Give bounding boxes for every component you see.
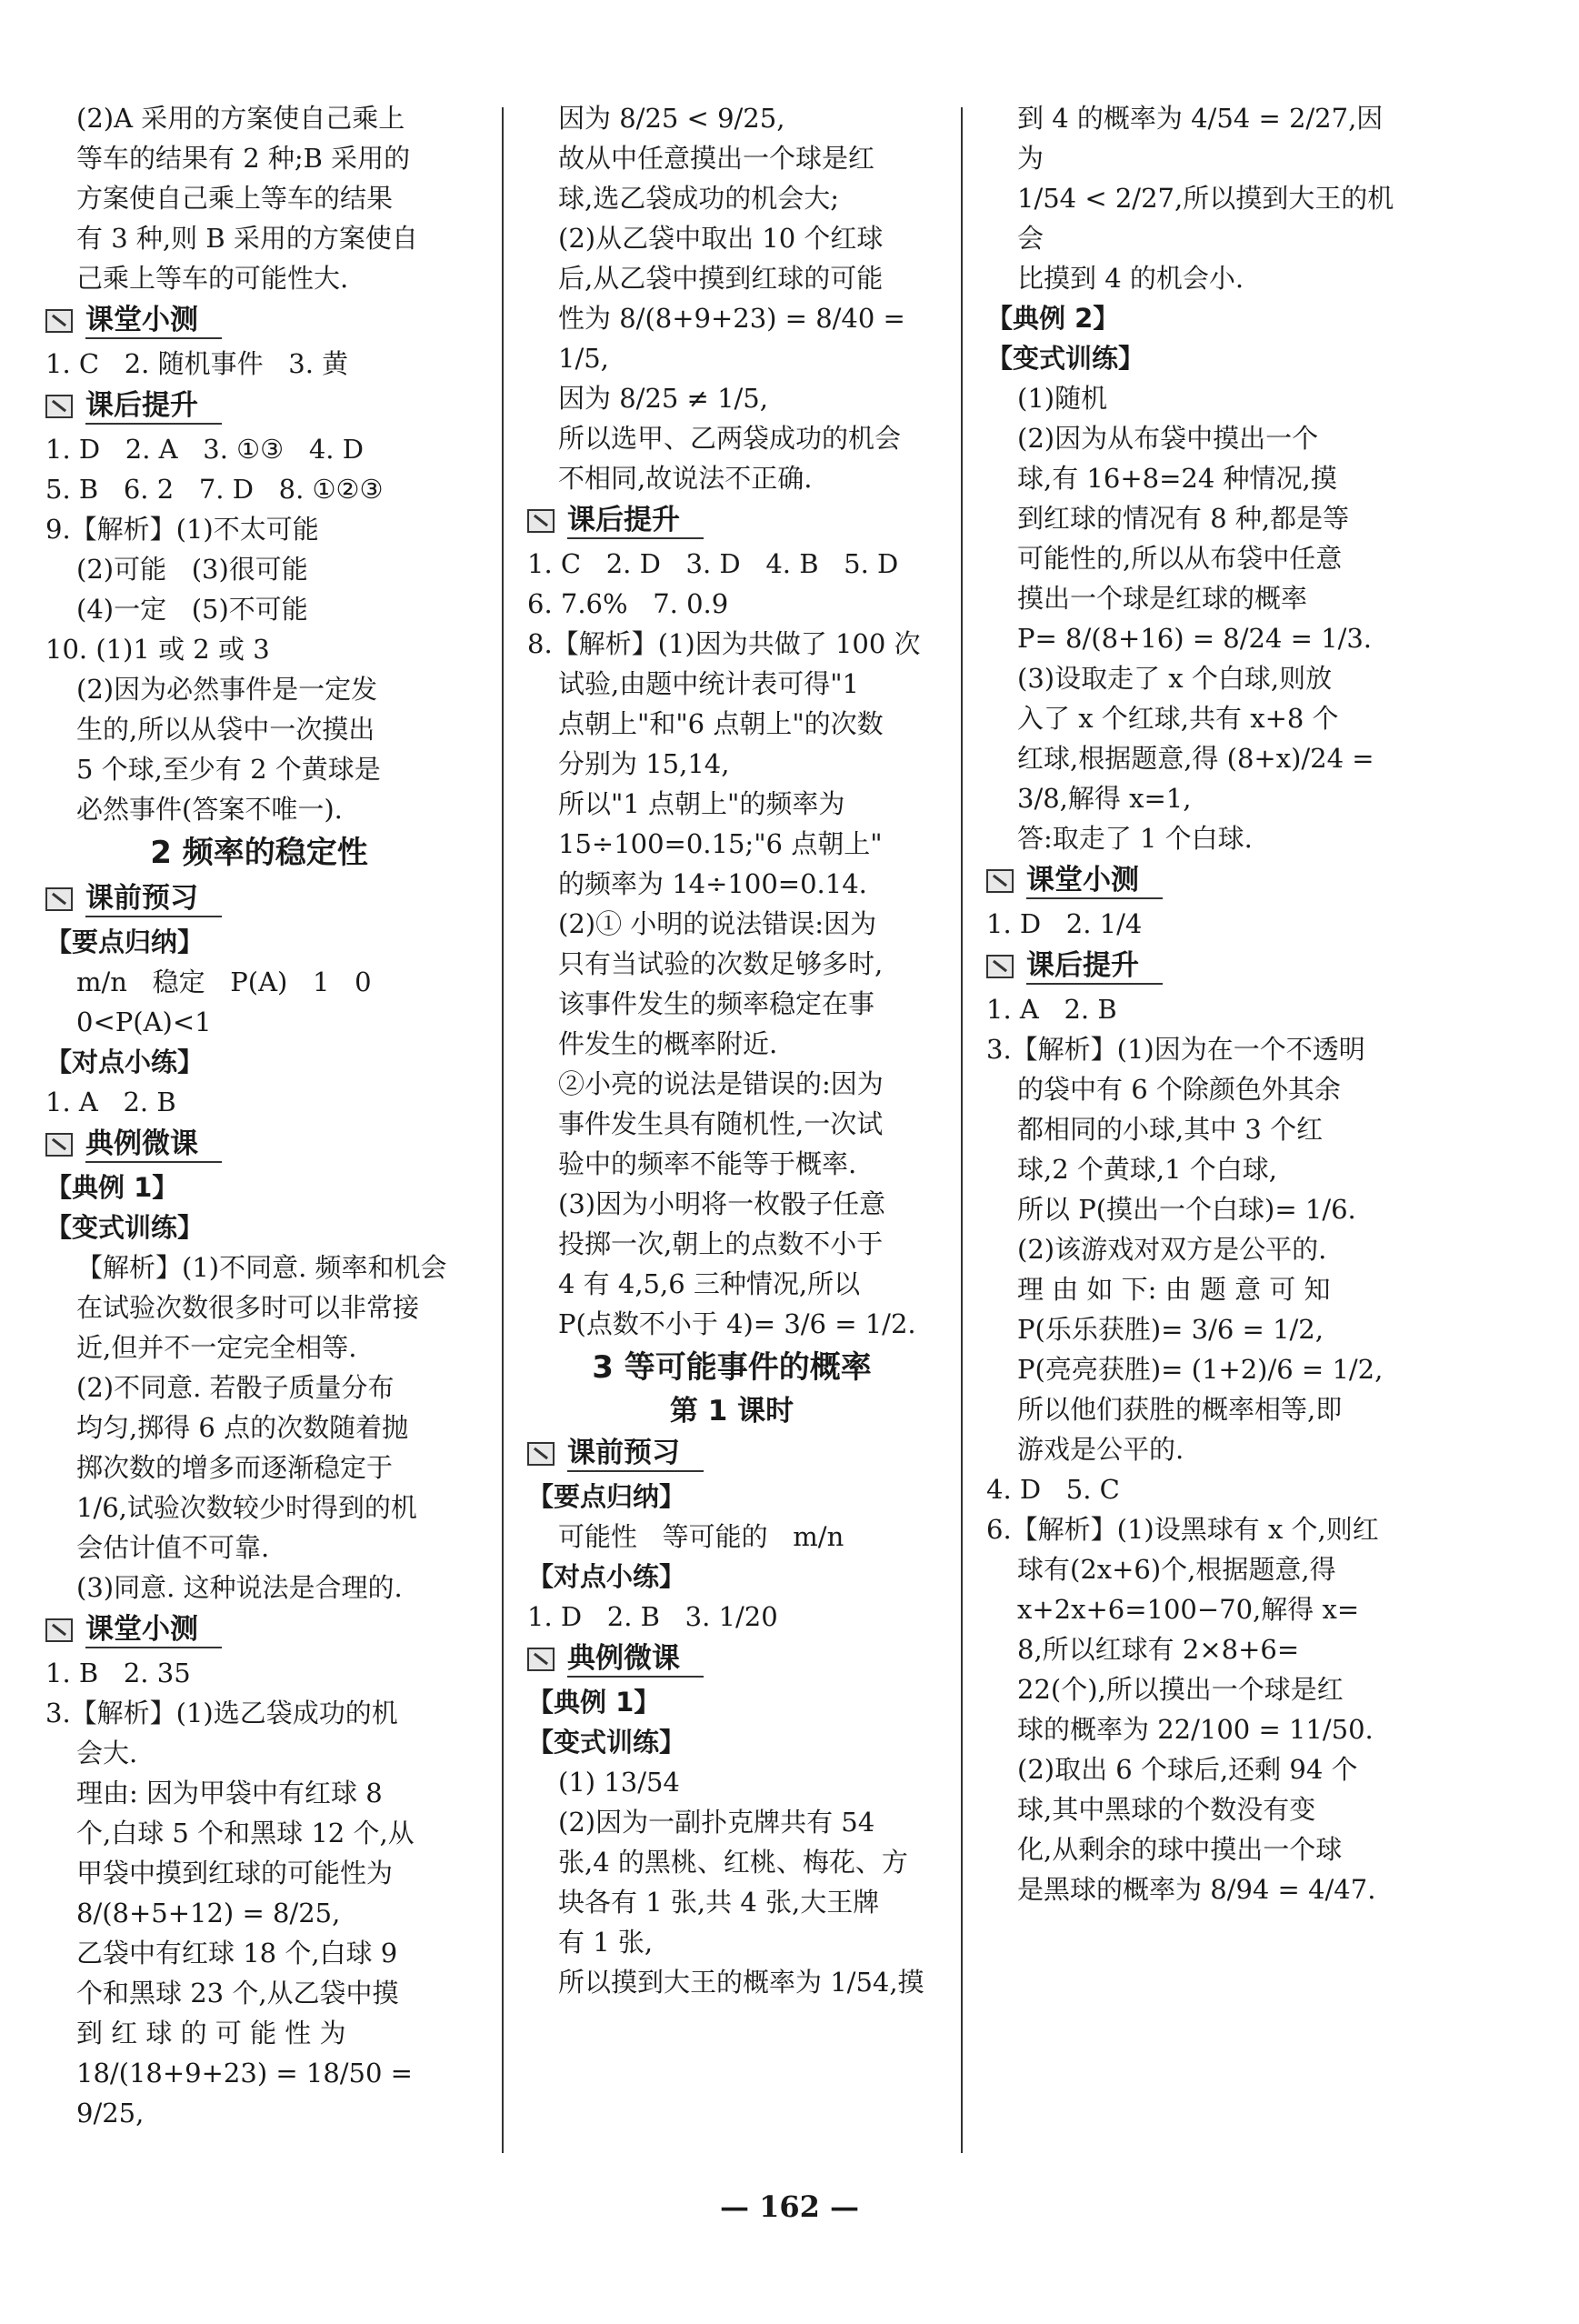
text-line: 4 有 4,5,6 三种情况,所以 — [558, 1268, 861, 1299]
column-divider-left — [502, 107, 504, 2153]
text-line: (2)不同意. 若骰子质量分布 — [76, 1372, 395, 1403]
section-title: 课后提升 — [567, 503, 704, 539]
text-line: P= 8/(8+16) = 8/24 = 1/3. — [1017, 623, 1373, 654]
section-title: 课堂小测 — [85, 1612, 222, 1648]
text-line: 是黑球的概率为 8/94 = 4/47. — [1017, 1874, 1376, 1905]
bracket-heading: 【对点小练】 — [45, 1047, 205, 1077]
text-line: 张,4 的黑桃、红桃、梅花、方 — [558, 1847, 908, 1878]
text-line: 事件发生具有随机性,一次试 — [558, 1108, 884, 1139]
section-marker-icon — [986, 869, 1014, 893]
text-line: (3)因为小明将一枚骰子任意 — [558, 1188, 886, 1219]
text-line: 都相同的小球,其中 3 个红 — [1017, 1114, 1324, 1145]
text-line: (4)一定 (5)不可能 — [76, 594, 308, 625]
text-line: 所以"1 点朝上"的频率为 — [558, 788, 845, 819]
text-line: 个和黑球 23 个,从乙袋中摸 — [76, 1978, 399, 2008]
text-line: 1. D 2. 1/4 — [986, 908, 1143, 939]
text-line: 5 个球,至少有 2 个黄球是 — [76, 754, 381, 785]
text-line: 3.【解析】(1)选乙袋成功的机 — [45, 1698, 398, 1728]
text-line: 会大. — [76, 1738, 138, 1768]
text-line: 到红球的情况有 8 种,都是等 — [1017, 503, 1350, 534]
section-marker-icon — [45, 395, 73, 418]
column-divider-right — [961, 107, 963, 2153]
text-line: 有 1 张, — [558, 1927, 654, 1958]
text-line: 球,2 个黄球,1 个白球, — [1017, 1154, 1277, 1185]
column-3 — [986, 98, 1395, 1909]
text-line: 8.【解析】(1)因为共做了 100 次 — [527, 628, 921, 659]
text-line: 的袋中有 6 个除颜色外其余 — [1017, 1074, 1341, 1105]
text-line: (2)可能 (3)很可能 — [76, 554, 308, 585]
section-header — [45, 386, 473, 427]
text-line: 1/54 < 2/27,所以摸到大王的机会 — [1017, 183, 1394, 254]
text-line: 验中的频率不能等于概率. — [558, 1148, 857, 1179]
text-line: 因为 8/25 < 9/25, — [558, 103, 785, 134]
lesson-title: 2 频率的稳定性 — [150, 835, 368, 871]
bracket-heading: 【要点归纳】 — [45, 927, 205, 957]
text-line: 会估计值不可靠. — [76, 1532, 270, 1563]
text-line: 方案使自己乘上等车的结果 — [76, 183, 394, 214]
text-line: 1. A 2. B — [986, 994, 1117, 1025]
section-title: 典例微课 — [567, 1641, 704, 1678]
text-line: 乙袋中有红球 18 个,白球 9 — [76, 1938, 398, 1968]
bracket-heading: 【变式训练】 — [527, 1727, 686, 1758]
text-line: 掷次数的增多而逐渐稳定于 — [76, 1452, 394, 1483]
text-line: 理由: 因为甲袋中有红球 8 — [76, 1778, 383, 1808]
section-header — [527, 1433, 936, 1475]
text-line: 10. (1)1 或 2 或 3 — [45, 634, 270, 665]
text-line: (2)① 小明的说法错误:因为 — [558, 908, 877, 939]
bracket-heading: 【对点小练】 — [527, 1561, 686, 1592]
text-line: x+2x+6=100−70,解得 x= — [1017, 1594, 1360, 1625]
text-line: 球,选乙袋成功的机会大; — [558, 183, 839, 214]
text-line: 1. C 2. 随机事件 3. 黄 — [45, 348, 349, 379]
text-line: 9.【解析】(1)不太可能 — [45, 514, 319, 545]
text-line: 3.【解析】(1)因为在一个不透明 — [986, 1034, 1365, 1065]
column-1 — [45, 98, 473, 2133]
text-line: 到 4 的概率为 4/54 = 2/27,因为 — [1017, 103, 1384, 174]
text-line: 可能性 等可能的 m/n — [558, 1521, 844, 1552]
text-line: 己乘上等车的可能性大. — [76, 263, 349, 294]
text-line: 到 红 球 的 可 能 性 为 — [76, 2018, 346, 2049]
page-number: — 162 — — [719, 2189, 860, 2224]
text-line: (2)A 采用的方案使自己乘上 — [76, 103, 405, 134]
section-header — [45, 1124, 473, 1166]
text-line: 3/8,解得 x=1, — [1017, 783, 1192, 814]
text-line: 6.【解析】(1)设黑球有 x 个,则红 — [986, 1514, 1379, 1545]
text-line: 球,有 16+8=24 种情况,摸 — [1017, 463, 1337, 494]
text-line: (2)取出 6 个球后,还剩 94 个 — [1017, 1754, 1358, 1785]
section-header — [45, 878, 473, 920]
text-line: 4. D 5. C — [986, 1474, 1120, 1505]
text-line: 比摸到 4 的机会小. — [1017, 263, 1244, 294]
text-line: 性为 8/(8+9+23) = 8/40 = 1/5, — [558, 303, 914, 374]
text-line: (3)同意. 这种说法是合理的. — [76, 1572, 403, 1603]
bracket-heading: 【变式训练】 — [45, 1212, 205, 1243]
text-line: (2)从乙袋中取出 10 个红球 — [558, 223, 884, 254]
text-line: 分别为 15,14, — [558, 748, 730, 779]
text-line: (3)设取走了 x 个白球,则放 — [1017, 663, 1333, 694]
text-line: (1) 13/54 — [558, 1767, 680, 1798]
text-line: 因为 8/25 ≠ 1/5, — [558, 383, 768, 414]
section-title: 典例微课 — [85, 1127, 222, 1163]
text-line: 1. D 2. B 3. 1/20 — [527, 1601, 778, 1632]
text-line: 块各有 1 张,共 4 张,大王牌 — [558, 1887, 880, 1918]
text-line: ②小亮的说法是错误的:因为 — [558, 1068, 884, 1099]
section-title: 课后提升 — [1026, 948, 1163, 985]
section-marker-icon — [45, 309, 73, 333]
text-line: 甲袋中摸到红球的可能性为 — [76, 1858, 394, 1888]
text-line: 1. A 2. B — [45, 1087, 176, 1117]
text-line: 8,所以红球有 2×8+6= — [1017, 1634, 1300, 1665]
section-header — [986, 946, 1395, 987]
text-line: 个,白球 5 个和黑球 12 个,从 — [76, 1818, 415, 1848]
text-line: 球,其中黑球的个数没有变 — [1017, 1794, 1316, 1825]
text-line: 的频率为 14÷100=0.14. — [558, 868, 867, 899]
section-header — [527, 500, 936, 542]
text-line: 所以他们获胜的概率相等,即 — [1017, 1394, 1343, 1425]
text-line: P(乐乐获胜)= 3/6 = 1/2, — [1017, 1314, 1324, 1345]
lesson-title: 第 1 课时 — [669, 1395, 794, 1427]
bracket-heading: 【典例 2】 — [986, 303, 1120, 334]
text-line: 不相同,故说法不正确. — [558, 463, 813, 494]
text-line: 6. 7.6% 7. 0.9 — [527, 588, 729, 619]
text-line: 22(个),所以摸出一个球是红 — [1017, 1674, 1344, 1705]
text-line: 有 3 种,则 B 采用的方案使自 — [76, 223, 418, 254]
bracket-heading: 【典例 1】 — [527, 1687, 661, 1718]
text-line: 18/(18+9+23) = 18/50 = 9/25, — [76, 2058, 422, 2129]
text-line: 答:取走了 1 个白球. — [1017, 823, 1253, 854]
lesson-title: 3 等可能事件的概率 — [592, 1349, 872, 1386]
text-line: 近,但并不一定完全相等. — [76, 1332, 357, 1363]
section-title: 课前预习 — [85, 881, 222, 917]
text-line: 生的,所以从袋中一次摸出 — [76, 714, 375, 745]
text-line: 球有(2x+6)个,根据题意,得 — [1017, 1554, 1336, 1585]
text-line: 所以 P(摸出一个白球)= 1/6. — [1017, 1194, 1356, 1225]
section-marker-icon — [527, 1442, 555, 1466]
text-line: 试验,由题中统计表可得"1 — [558, 668, 860, 699]
section-header — [527, 1638, 936, 1680]
text-line: (2)因为一副扑克牌共有 54 — [558, 1807, 875, 1838]
text-line: 化,从剩余的球中摸出一个球 — [1017, 1834, 1343, 1865]
text-line: (1)随机 — [1017, 383, 1108, 414]
section-title: 课后提升 — [85, 388, 222, 425]
text-line: 必然事件(答案不唯一). — [76, 794, 343, 825]
text-line: (2)因为必然事件是一定发 — [76, 674, 378, 705]
section-marker-icon — [45, 1618, 73, 1642]
text-line: 件发生的概率附近. — [558, 1028, 778, 1059]
section-header — [45, 1609, 473, 1651]
text-line: 所以选甲、乙两袋成功的机会 — [558, 423, 902, 454]
text-line: 该事件发生的频率稳定在事 — [558, 988, 875, 1019]
text-line: 0<P(A)<1 — [76, 1007, 212, 1037]
text-line: 入了 x 个红球,共有 x+8 个 — [1017, 703, 1339, 734]
text-line: 只有当试验的次数足够多时, — [558, 948, 884, 979]
text-line: 1. C 2. D 3. D 4. B 5. D — [527, 548, 899, 579]
text-line: 5. B 6. 2 7. D 8. ①②③ — [45, 474, 384, 505]
bracket-heading: 【典例 1】 — [45, 1172, 179, 1203]
section-marker-icon — [527, 1648, 555, 1671]
section-title: 课堂小测 — [85, 303, 222, 339]
text-line: 15÷100=0.15;"6 点朝上" — [558, 828, 883, 859]
text-line: 理 由 如 下: 由 题 意 可 知 — [1017, 1274, 1331, 1305]
text-line: 均匀,掷得 6 点的次数随着抛 — [76, 1412, 409, 1443]
section-header — [986, 860, 1395, 902]
section-marker-icon — [986, 955, 1014, 978]
column-2 — [527, 98, 936, 2002]
text-line: 8/(8+5+12) = 8/25, — [76, 1898, 341, 1928]
text-line: 游戏是公平的. — [1017, 1434, 1184, 1465]
bracket-heading: 【变式训练】 — [986, 343, 1145, 374]
section-marker-icon — [45, 887, 73, 911]
section-header — [45, 300, 473, 342]
text-line: 所以摸到大王的概率为 1/54,摸 — [558, 1967, 924, 1998]
section-title: 课前预习 — [567, 1436, 704, 1472]
text-line: 球的概率为 22/100 = 11/50. — [1017, 1714, 1374, 1745]
text-line: 摸出一个球是红球的概率 — [1017, 583, 1308, 614]
text-line: P(亮亮获胜)= (1+2)/6 = 1/2, — [1017, 1354, 1384, 1385]
text-line: (2)因为从布袋中摸出一个 — [1017, 423, 1319, 454]
text-line: 投掷一次,朝上的点数不小于 — [558, 1228, 884, 1259]
text-line: 1. B 2. 35 — [45, 1658, 191, 1688]
text-line: 点朝上"和"6 点朝上"的次数 — [558, 708, 884, 739]
text-line: m/n 稳定 P(A) 1 0 — [76, 967, 372, 997]
text-line: 可能性的,所以从布袋中任意 — [1017, 543, 1343, 574]
section-marker-icon — [527, 509, 555, 533]
text-line: 1/6,试验次数较少时得到的机 — [76, 1492, 417, 1523]
section-marker-icon — [45, 1133, 73, 1157]
text-line: 红球,根据题意,得 (8+x)/24 = — [1017, 743, 1374, 774]
text-line: P(点数不小于 4)= 3/6 = 1/2. — [558, 1308, 916, 1339]
text-line: 1. D 2. A 3. ①③ 4. D — [45, 434, 364, 465]
text-line: 后,从乙袋中摸到红球的可能 — [558, 263, 884, 294]
bracket-heading: 【要点归纳】 — [527, 1481, 686, 1512]
text-line: 等车的结果有 2 种;B 采用的 — [76, 143, 411, 174]
text-line: 在试验次数很多时可以非常接 — [76, 1292, 420, 1323]
text-line: (2)该游戏对双方是公平的. — [1017, 1234, 1327, 1265]
section-title: 课堂小测 — [1026, 863, 1163, 899]
text-line: 【解析】(1)不同意. 频率和机会 — [76, 1252, 447, 1283]
text-line: 故从中任意摸出一个球是红 — [558, 143, 875, 174]
